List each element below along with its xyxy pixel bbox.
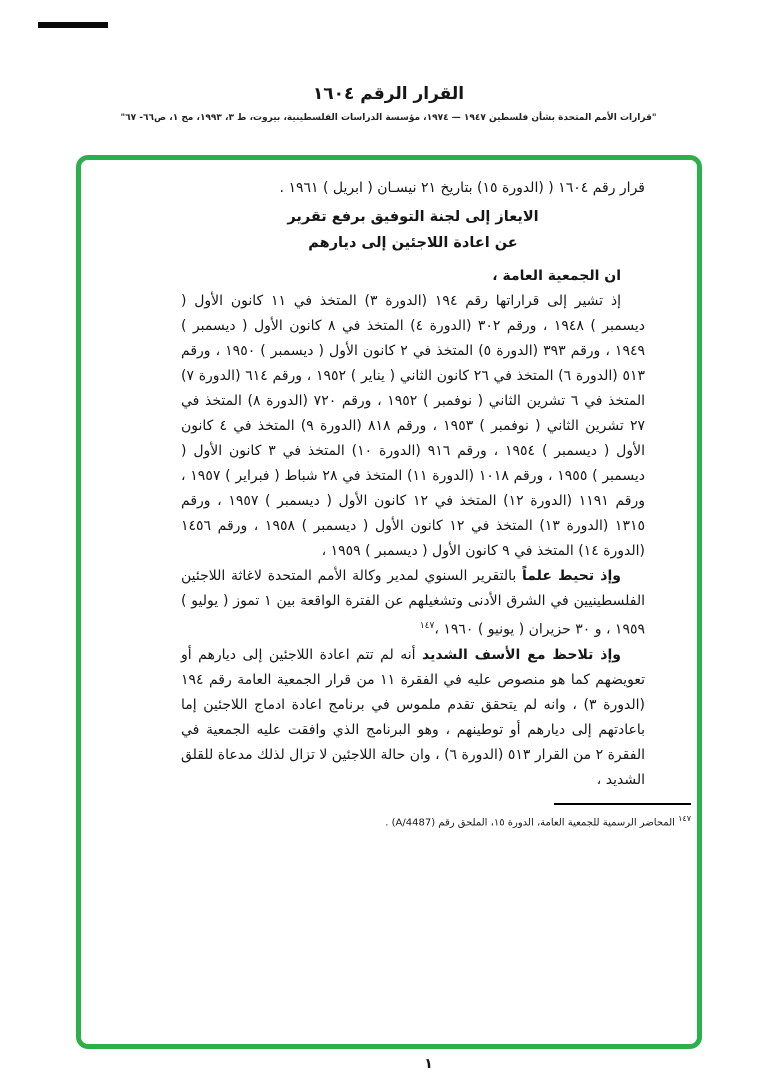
- subject-line-2: عن اعادة اللاجئين إلى ديارهم: [308, 235, 518, 251]
- footnote-text: المحاضر الرسمية للجمعية العامة، الدورة ١٥، الملحق رقم (A/4487) .: [385, 816, 675, 828]
- paragraph-lead: وإذ تحيط علماً: [522, 568, 621, 584]
- page-header: [0, 84, 777, 123]
- document-frame: [76, 155, 702, 1049]
- document-body: [81, 160, 697, 1044]
- resolution-subject: [181, 204, 645, 256]
- paragraph-taking-note: [181, 564, 645, 643]
- paragraph-text: بالتقرير السنوي لمدير وكالة الأمم المتحدة لاغاثة اللاجئين الفلسطينيين في الشرق الأدنى وتشغيلهم عن الفترة الواقعة بين ١ تموز ( يوليو ) ١٩٥٩ ، و ٣٠ حزيران ( يونيو ) ١٩٦٠ ،: [181, 568, 645, 638]
- resolution-title: القرار الرقم ١٦٠٤: [312, 84, 465, 104]
- footnote-area: [181, 803, 691, 830]
- source-citation: "قرارات الأمم المتحدة بشأن فلسطين ١٩٤٧ — ١٩٧٤، مؤسسة الدراسات الفلسطينية، بيروت، ط ٣، ١٩٩٣، مج ١، ص٦٦- ٦٧": [120, 113, 657, 123]
- subject-line-1: الايعاز إلى لجنة التوفيق برفع تقرير: [287, 209, 539, 225]
- top-left-scan-mark: [38, 22, 108, 28]
- paragraph-noting-with-regret: [181, 643, 645, 793]
- opening-phrase: ان الجمعية العامة ،: [492, 268, 621, 284]
- paragraph-lead: وإذ تلاحظ مع الأسف الشديد: [422, 646, 621, 663]
- footnote-marker: ١٤٧: [678, 813, 691, 823]
- resolution-intro-line: قرار رقم ١٦٠٤ ( (الدورة ١٥) بتاريخ ٢١ نيسـان ( ابريل ) ١٩٦١ .: [279, 180, 645, 196]
- paragraph-text: إذ تشير إلى قراراتها رقم ١٩٤ (الدورة ٣) المتخذ في ١١ كانون الأول ( ديسمبر ) ١٩٤٨ ، ورقم ٣٠٢ (الدورة ٤) المتخذ في ٨ كانون الأول ( ديسمبر ) ١٩٤٩ ، ورقم ٣٩٣ (الدورة ٥) المتخذ في ٢ كانون الأول ( ديسمبر ) ١٩٥٠ ، ورقم ٥١٣ (الدورة ٦) المتخذ في ٢٦ كانون الثاني ( يناير ) ١٩٥٢ ، ورقم ٦١٤ (الدورة ٧) المتخذ في ٦ تشرين الثاني ( نوفمبر ) ١٩٥٢ ، ورقم ٧٢٠ (الدورة ٨) المتخذ في ٢٧ تشرين الثاني ( نوفمبر ) ١٩٥٣ ، ورقم ٨١٨ (الدورة ٩) المتخذ في ٤ كانون الأول ( ديسمبر ) ١٩٥٤ ، ورقم ٩١٦ (الدورة ١٠) المتخذ في ٣ كانون الأول ( ديسمبر ) ١٩٥٥ ، ورقم ١٠١٨ (الدورة ١١) المتخذ في ٢٨ شباط ( فبراير ) ١٩٥٧ ، ورقم ١١٩١ (الدورة ١٢) المتخذ في ١٢ كانون الأول ( ديسمبر ) ١٩٥٧ ، ورقم ١٣١٥ (الدورة ١٣) المتخذ في ١٢ كانون الأول ( ديسمبر ) ١٩٥٨ ، ورقم ١٤٥٦ (الدورة ١٤) المتخذ في ٩ كانون الأول ( ديسمبر ) ١٩٥٩ ،: [181, 293, 646, 559]
- page-number: ١: [424, 1056, 433, 1072]
- footnote-reference: ١٤٧: [419, 621, 435, 631]
- footnote-separator: [554, 803, 691, 805]
- paragraph-text: أنه لم تتم اعادة اللاجئين إلى ديارهم أو تعويضهم كما هو منصوص عليه في الفقرة ١١ من قرار الجمعية العامة رقم ١٩٤ (الدورة ٣) ، وانه لم يتحقق تقدم ملموس في برنامج اعادة ادماج اللاجئين إما باعادتهم إلى ديارهم أو توطينهم ، وهو البرنامج الذي وافقت عليه الجمعية في الفقرة ٢ من القرار ٥١٣ (الدورة ٦) ، وان حالة اللاجئين لا تزال لذلك مدعاة للقلق الشديد ،: [181, 646, 645, 788]
- paragraph-recalling-resolutions: [181, 289, 645, 564]
- footnote: [181, 812, 691, 830]
